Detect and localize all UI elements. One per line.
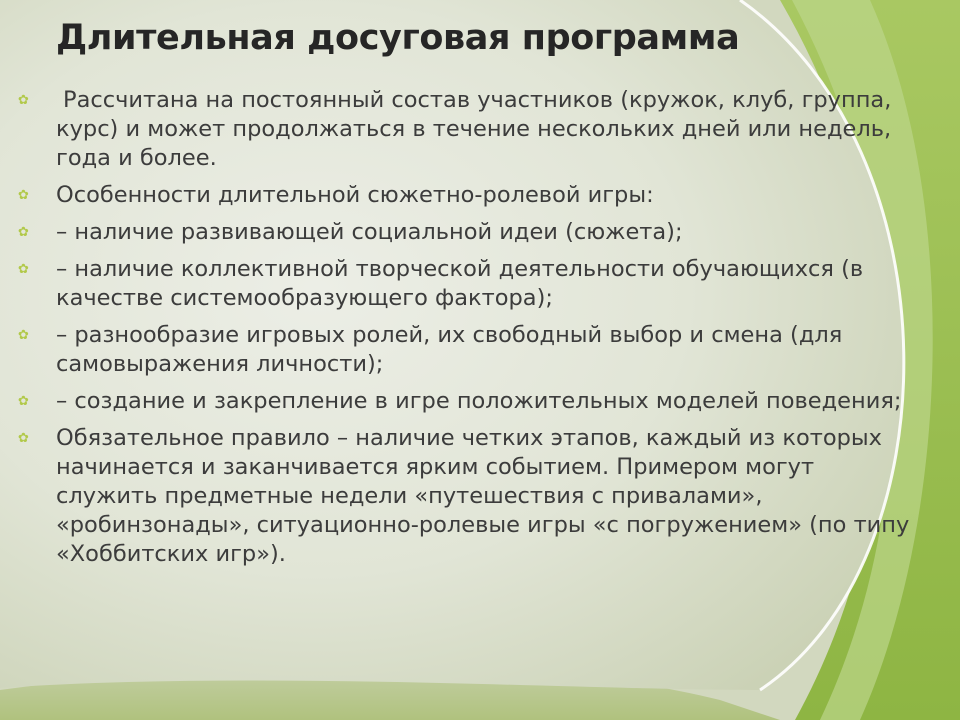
list-item	[18, 424, 913, 569]
list-item-text: Обязательное правило – наличие четких этапов, каждый из которых начинается и заканчивается ярким событием. Примером могут служить предметные недели «путешествия с привалами», «робинзонады», ситуационно-ролевые игры «с погружением» (по типу «Хоббитских игр»).	[56, 425, 910, 567]
list-item	[18, 387, 913, 416]
slide-title: Длительная досуговая программа	[56, 18, 740, 58]
list-item-text: – наличие коллективной творческой деятельности обучающихся (в качестве системообразующего фактора);	[56, 256, 864, 311]
bullet-list	[18, 86, 913, 577]
list-item	[18, 86, 913, 173]
list-item	[18, 218, 913, 247]
list-item-text: – наличие развивающей социальной идеи (сюжета);	[56, 219, 683, 245]
flower-bullet-icon: ✿	[18, 262, 29, 277]
list-item-text: – разнообразие игровых ролей, их свободный выбор и смена (для самовыражения личности);	[56, 322, 843, 377]
flower-bullet-icon: ✿	[18, 328, 29, 343]
list-item-text: Особенности длительной сюжетно-ролевой игры:	[56, 182, 654, 208]
list-item-text: – создание и закрепление в игре положительных моделей поведения;	[56, 388, 902, 414]
flower-bullet-icon: ✿	[18, 394, 29, 409]
list-item	[18, 321, 913, 379]
flower-bullet-icon: ✿	[18, 188, 29, 203]
flower-bullet-icon: ✿	[18, 93, 29, 108]
list-item	[18, 181, 913, 210]
flower-bullet-icon: ✿	[18, 431, 29, 446]
list-item-text: Рассчитана на постоянный состав участников (кружок, клуб, группа, курс) и может продолжаться в течение нескольких дней или недель, года и более.	[56, 87, 892, 171]
list-item	[18, 255, 913, 313]
flower-bullet-icon: ✿	[18, 225, 29, 240]
